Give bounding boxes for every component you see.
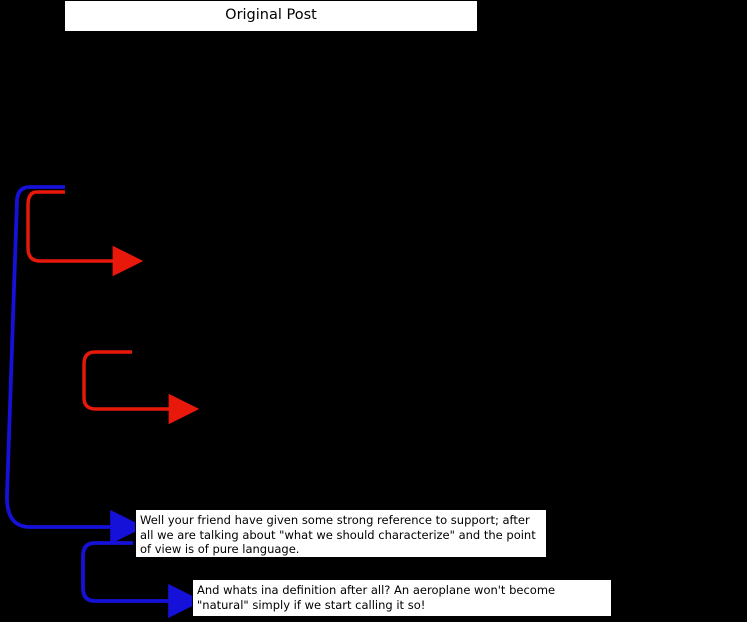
red-connector-lower	[84, 352, 172, 409]
node-reply-one-label: Well your friend have given some strong reference to support; after all we are talking about "what we should characterize" and the point of view is of pure language.	[140, 513, 536, 556]
node-original-post[interactable]	[64, 0, 478, 32]
red-connector-upper	[28, 192, 116, 261]
node-reply-two[interactable]	[192, 579, 612, 617]
node-reply-two-label: And whats ina definition after all? An aeroplane won't become "natural" simply if we start calling it so!	[197, 583, 556, 612]
blue-connector-long	[7, 187, 114, 527]
node-reply-one[interactable]	[135, 509, 547, 558]
node-original-post-label: Original Post	[225, 7, 317, 23]
